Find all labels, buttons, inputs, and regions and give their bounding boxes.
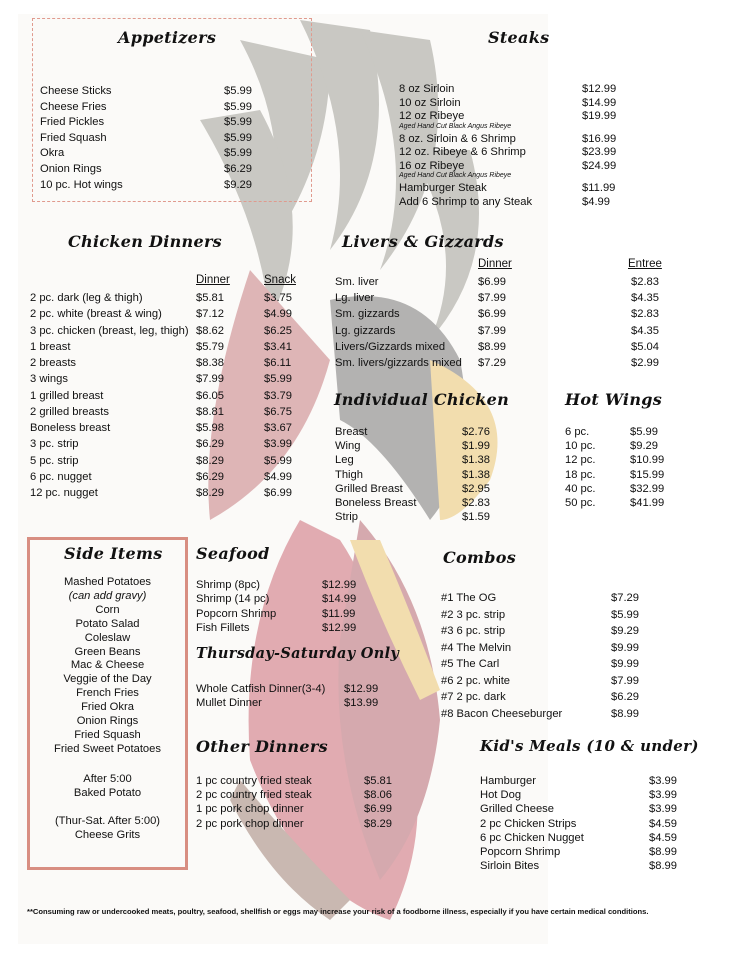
menu-item-name: Fish Fillets [196,621,250,634]
menu-item-entree-price: $2.99 [631,357,659,369]
side-item: Fried Sweet Potatoes [54,742,161,755]
menu-item-name: Wing [335,440,361,453]
livers-gizzards-title: Livers & Gizzards [342,232,504,251]
menu-item-price: $5.99 [224,100,252,113]
menu-item-price: $7.29 [611,592,639,604]
menu-item-name: 12 oz Ribeye [399,110,465,123]
menu-item-dinner-price: $6.99 [478,276,506,288]
thursday-saturday-title: Thursday-Saturday Only [196,645,400,662]
menu-item-name: 12 oz. Ribeye & 6 Shrimp [399,146,526,159]
individual-chicken-title: Individual Chicken [334,390,510,409]
menu-item-snack-price: $3.79 [264,389,292,402]
menu-item-price: $15.99 [630,468,665,481]
menu-item-price: $12.99 [344,683,379,695]
menu-item-dinner-price: $8.62 [196,324,224,337]
menu-item-name: #4 The Melvin [441,641,512,654]
menu-item-name: 10 pc. [565,440,596,453]
menu-item-name: Strip [335,511,359,524]
menu-item-name: 5 pc. strip [30,454,79,467]
menu-item-name: Grilled Cheese [480,803,554,816]
livers-dinner-col-header: Dinner [478,258,512,270]
menu-item-name: Sm. gizzards [335,308,400,321]
menu-item-price: $4.59 [649,817,677,830]
menu-item-name: Breast [335,426,368,438]
menu-item-price: $3.99 [649,789,677,802]
menu-item-price: $6.99 [364,803,392,816]
menu-item-name: Boneless Breast [335,497,417,509]
menu-item-name: Hamburger Steak [399,182,487,195]
menu-item-price: $2.83 [462,497,490,509]
menu-item-price: $8.99 [611,707,639,720]
menu-item-price: $5.99 [224,116,252,129]
menu-item-dinner-price: $7.29 [478,357,506,369]
menu-item-price: $5.99 [224,85,252,97]
menu-item-name: Grilled Breast [335,482,403,495]
side-item: Mac & Cheese [70,659,145,672]
seafood-title: Seafood [196,544,270,563]
menu-item-name: 1 grilled breast [30,389,104,402]
chicken-dinner-col-header: Dinner [196,274,230,286]
menu-item-name: Thigh [335,468,363,481]
menu-item-name: 2 pc. white (breast & wing) [30,308,162,321]
menu-item-dinner-price: $8.81 [196,405,224,418]
menu-item-price: $14.99 [582,96,617,109]
menu-item-snack-price: $6.25 [264,324,292,337]
menu-item-price: $8.29 [364,817,392,830]
menu-item-name: 2 pc Chicken Strips [480,817,577,830]
chicken-dinners-title: Chicken Dinners [68,232,222,251]
menu-item-name: Cheese Sticks [40,85,112,97]
menu-item-price: $1.59 [462,511,490,524]
menu-item-name: 6 pc. [565,426,590,438]
menu-item-price: $5.99 [630,426,658,438]
menu-item-price: $4.59 [649,831,677,844]
menu-item-price: $3.99 [649,775,677,787]
side-item: Coleslaw [84,631,131,644]
menu-item-name: Fried Squash [40,131,107,144]
combos-title: Combos [443,548,517,567]
menu-item-name: 1 breast [30,340,71,353]
side-after5-item: Baked Potato [73,787,142,799]
menu-item-name: 10 pc. Hot wings [40,178,123,191]
menu-item-name: Leg [335,454,354,467]
foodborne-illness-disclaimer: **Consuming raw or undercooked meats, poultry, seafood, shellfish or eggs may increase your risk of a foodborne illness, especially if you have certain medical conditions. [27,907,649,916]
menu-item-snack-price: $3.41 [264,340,292,353]
menu-item-price: $10.99 [630,454,665,467]
menu-item-name: Fried Pickles [40,116,105,129]
side-item: Onion Rings [76,715,139,727]
menu-item-name: Sm. livers/gizzards mixed [335,357,462,369]
menu-item-price: $6.29 [224,163,252,175]
menu-item-price: $11.99 [582,182,616,195]
menu-item-price: $5.99 [611,608,639,621]
menu-item-name: Mullet Dinner [196,697,262,709]
menu-item-name: 50 pc. [565,497,596,509]
menu-item-name: 18 pc. [565,468,596,481]
menu-item-price: $41.99 [630,497,665,509]
side-thursat-label: (Thur-Sat. After 5:00) [54,815,161,827]
menu-item-name: Whole Catfish Dinner(3-4) [196,683,326,695]
menu-item-name: 2 breasts [30,357,77,369]
menu-item-price: $1.99 [462,440,490,453]
side-item: Mashed Potatoes [63,576,152,588]
menu-item-dinner-price: $8.99 [478,340,506,353]
menu-item-snack-price: $5.99 [264,454,292,467]
menu-item-price: $2.76 [462,426,490,438]
menu-item-name: Hamburger [480,775,536,787]
side-item: Fried Squash [74,728,141,741]
menu-item-dinner-price: $8.29 [196,454,224,467]
side-item: Fried Okra [81,701,134,714]
menu-item-name: 2 grilled breasts [30,405,109,418]
menu-item-entree-price: $4.35 [631,292,659,305]
menu-item-price: $8.06 [364,789,392,802]
menu-item-name: 40 pc. [565,482,596,495]
menu-item-price: $6.29 [611,691,639,703]
menu-item-name: #6 2 pc. white [441,674,511,687]
side-item: Green Beans [74,645,141,658]
menu-item-name: Onion Rings [40,163,102,175]
menu-item-price: $23.99 [582,146,617,159]
menu-item-name: Cheese Fries [40,100,107,113]
menu-item-name: Lg. liver [335,292,375,305]
menu-item-dinner-price: $6.99 [478,308,506,321]
menu-item-name: #7 2 pc. dark [441,691,506,703]
side-item: (can add gravy) [68,589,147,602]
menu-item-dinner-price: $7.12 [196,308,224,321]
menu-item-name: Shrimp (8pc) [196,579,261,591]
menu-item-snack-price: $4.99 [264,308,292,321]
menu-item-price: $12.99 [322,621,357,634]
menu-item-price: $1.38 [462,454,490,467]
menu-item-name: 1 pc pork chop dinner [196,803,304,816]
menu-item-name: 16 oz Ribeye [399,159,465,172]
menu-item-name: Livers/Gizzards mixed [335,340,446,353]
side-after5-label: After 5:00 [83,773,132,785]
menu-item-snack-price: $6.11 [264,357,292,369]
side-items-title: Side Items [64,544,163,563]
menu-item-dinner-price: $5.98 [196,422,224,434]
menu-item-dinner-price: $7.99 [478,292,506,305]
menu-item-dinner-price: $6.29 [196,438,224,451]
side-item: Veggie of the Day [63,673,152,686]
menu-item-name: 1 pc country fried steak [196,775,312,787]
menu-item-dinner-price: $8.29 [196,487,224,499]
menu-item-name: Sirloin Bites [480,860,540,873]
menu-item-name: 8 oz. Sirloin & 6 Shrimp [399,132,516,145]
menu-item-note: Aged Hand Cut Black Angus Ribeye [399,172,512,180]
side-item: Potato Salad [75,617,140,630]
other-dinners-title: Other Dinners [196,737,328,756]
menu-item-price: $14.99 [322,593,357,606]
menu-item-price: $5.99 [224,147,252,160]
menu-item-note: Aged Hand Cut Black Angus Ribeye [399,122,512,130]
menu-item-entree-price: $5.04 [631,340,659,353]
menu-item-price: $12.99 [582,83,617,95]
menu-item-price: $9.99 [611,641,639,654]
menu-item-name: 10 oz Sirloin [399,96,461,109]
menu-item-entree-price: $2.83 [631,308,659,321]
menu-item-name: #5 The Carl [441,658,500,670]
menu-item-snack-price: $4.99 [264,470,292,483]
menu-item-name: 12 pc. [565,454,596,467]
menu-item-price: $5.99 [224,131,252,144]
menu-item-price: $19.99 [582,110,617,123]
hot-wings-title: Hot Wings [565,390,663,409]
menu-item-name: 2 pc pork chop dinner [196,817,304,830]
menu-item-name: Okra [40,147,65,160]
menu-item-price: $3.99 [649,803,677,816]
appetizers-title: Appetizers [118,28,217,47]
menu-item-name: Hot Dog [480,789,522,802]
menu-item-name: #1 The OG [441,592,497,604]
menu-item-name: 2 pc country fried steak [196,789,312,802]
steaks-title: Steaks [488,28,550,47]
menu-item-snack-price: $3.99 [264,438,292,451]
menu-item-price: $9.29 [611,625,639,637]
menu-item-dinner-price: $6.05 [196,389,224,402]
menu-item-dinner-price: $5.79 [196,340,224,353]
menu-item-dinner-price: $5.81 [196,292,224,304]
menu-item-price: $5.81 [364,775,392,787]
menu-item-dinner-price: $7.99 [478,324,506,337]
menu-item-name: 12 pc. nugget [30,487,98,499]
menu-item-name: #3 6 pc. strip [441,625,506,637]
menu-item-price: $9.29 [630,440,658,453]
menu-item-entree-price: $2.83 [631,276,659,288]
menu-item-name: 3 pc. chicken (breast, leg, thigh) [30,324,189,337]
menu-item-price: $4.99 [582,195,610,208]
menu-item-snack-price: $5.99 [264,373,292,386]
menu-item-price: $13.99 [344,697,379,709]
menu-item-dinner-price: $7.99 [196,373,224,386]
menu-item-price: $11.99 [322,607,356,620]
menu-item-price: $12.99 [322,579,357,591]
menu-item-name: Lg. gizzards [335,324,396,337]
menu-item-dinner-price: $8.38 [196,357,224,369]
menu-item-price: $8.99 [649,860,677,873]
menu-item-name: 3 wings [30,373,68,386]
menu-item-name: Sm. liver [335,276,379,288]
menu-item-snack-price: $6.75 [264,405,292,418]
menu-item-price: $9.99 [611,658,639,670]
menu-item-name: #2 3 pc. strip [441,608,506,621]
menu-item-price: $7.99 [611,674,639,687]
menu-item-entree-price: $4.35 [631,324,659,337]
kids-meals-title: Kid's Meals (10 & under) [480,737,699,755]
menu-item-price: $2.95 [462,482,490,495]
menu-item-name: #8 Bacon Cheeseburger [441,707,563,720]
menu-item-snack-price: $3.75 [264,292,292,304]
menu-item-name: Add 6 Shrimp to any Steak [399,195,533,208]
menu-item-name: Boneless breast [30,422,111,434]
side-item: French Fries [76,687,139,700]
menu-item-snack-price: $6.99 [264,487,292,499]
menu-item-snack-price: $3.67 [264,422,292,434]
menu-item-name: Shrimp (14 pc) [196,593,270,606]
chicken-snack-col-header: Snack [264,274,296,286]
menu-item-name: 8 oz Sirloin [399,83,455,95]
menu-item-name: 6 pc Chicken Nugget [480,831,584,844]
menu-item-name: 2 pc. dark (leg & thigh) [30,292,143,304]
menu-item-price: $32.99 [630,482,665,495]
menu-item-name: 6 pc. nugget [30,470,92,483]
menu-item-name: Popcorn Shrimp [480,846,561,858]
menu-item-price: $16.99 [582,132,617,145]
side-item: Corn [95,603,120,616]
menu-item-price: $24.99 [582,159,617,172]
menu-item-dinner-price: $6.29 [196,470,224,483]
menu-item-name: Popcorn Shrimp [196,607,277,620]
menu-item-price: $1.38 [462,468,490,481]
menu-item-price: $9.29 [224,178,252,191]
livers-entree-col-header: Entree [628,258,662,270]
menu-item-name: 3 pc. strip [30,438,79,451]
menu-item-price: $8.99 [649,846,677,858]
side-thursat-item: Cheese Grits [74,829,141,841]
